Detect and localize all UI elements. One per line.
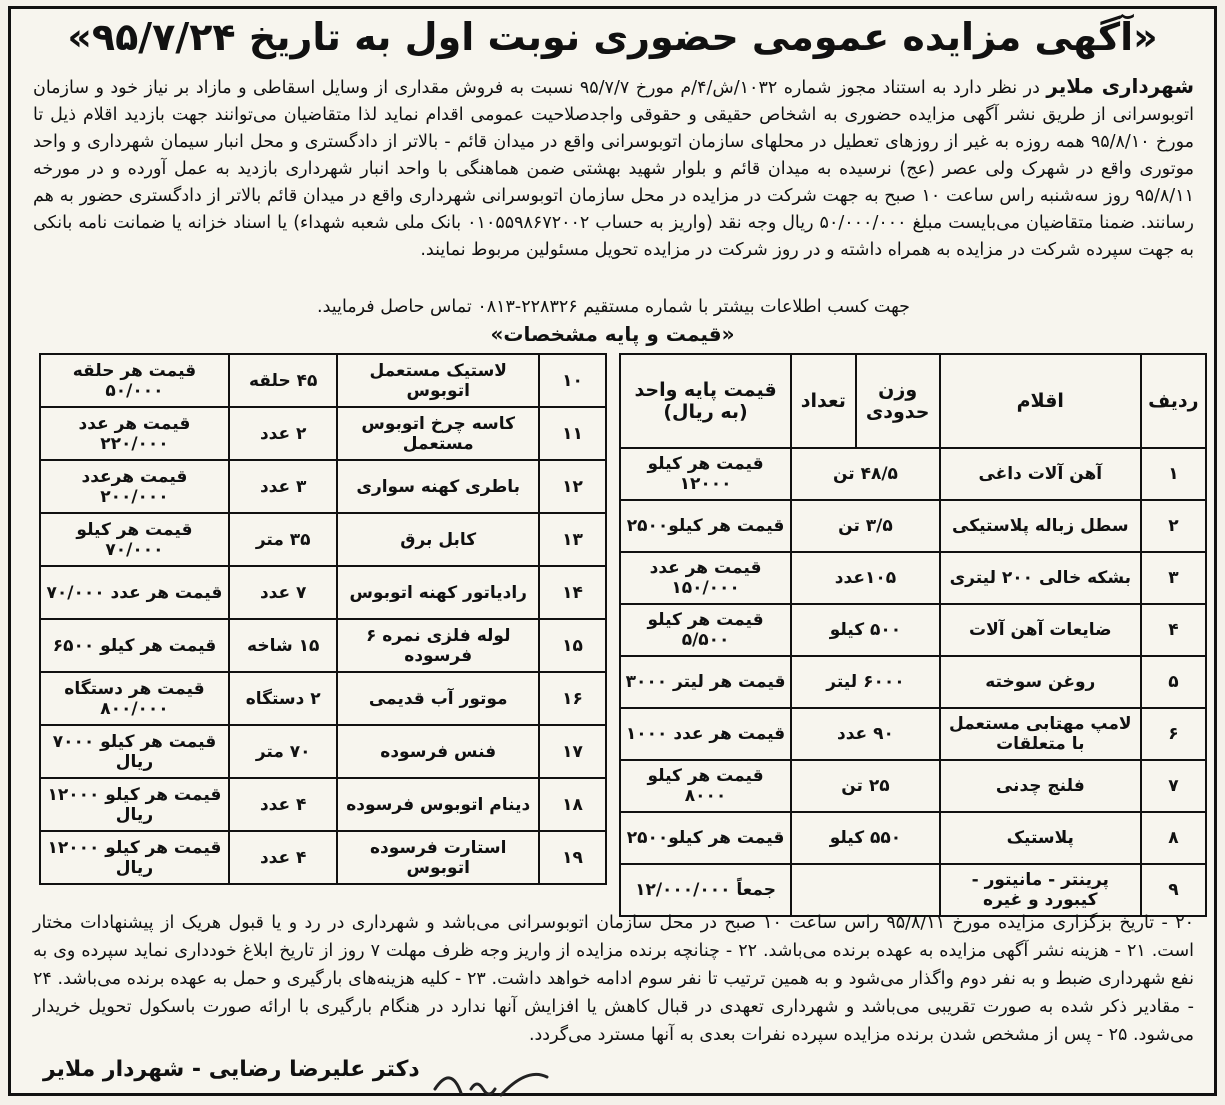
item-base-price: قیمت هرعدد ۲۰۰/۰۰۰ [40, 460, 229, 513]
row-number: ۱۳ [539, 513, 606, 566]
item-name: آهن آلات داغی [940, 448, 1141, 500]
ad-title: «آگهی مزایده عمومی حضوری نوبت اول به تاریخ ۹۵/۷/۲۴» [67, 15, 1158, 59]
header-price: قیمت پایه واحد (به ریال) [620, 354, 791, 448]
item-base-price: قیمت هر کیلو ۷۰۰۰ ریال [40, 725, 229, 778]
ad-sheet [8, 6, 1217, 1096]
table-row [620, 760, 1206, 812]
table-row [40, 619, 606, 672]
table-row [40, 672, 606, 725]
item-quantity: ۱۰۵عدد [791, 552, 940, 604]
item-quantity: ۲ دستگاه [229, 672, 338, 725]
item-name: کاسه چرخ اتوبوس مستعمل [337, 407, 539, 460]
row-number: ۷ [1141, 760, 1206, 812]
item-name: بشکه خالی ۲۰۰ لیتری [940, 552, 1141, 604]
handwritten-mark [431, 1059, 551, 1105]
item-name: پرینتر - مانیتور - کیبورد و غیره [940, 864, 1141, 916]
item-base-price: قیمت هر کیلو ۱۲۰۰۰ ریال [40, 778, 229, 831]
item-quantity: ۲۵ تن [791, 760, 940, 812]
row-number: ۲ [1141, 500, 1206, 552]
row-number: ۱۸ [539, 778, 606, 831]
table-row [620, 604, 1206, 656]
row-number: ۵ [1141, 656, 1206, 708]
item-quantity: ۷۰ متر [229, 725, 338, 778]
table-header-row [620, 354, 1206, 448]
item-name: لوله فلزی نمره ۶ فرسوده [337, 619, 539, 672]
item-name: کابل برق [337, 513, 539, 566]
header-weight: وزن حدودی [856, 354, 940, 448]
signature: دکتر علیرضا رضایی - شهردار ملایر [43, 1057, 420, 1082]
row-number: ۱۶ [539, 672, 606, 725]
item-base-price: قیمت هر کیلو ۵/۵۰۰ [620, 604, 791, 656]
row-number: ۱ [1141, 448, 1206, 500]
table-row [620, 500, 1206, 552]
terms-paragraph: ۲۰ - تاریخ بزگزاری مزایده مورخ ۹۵/۸/۱۱ راس ساعت ۱۰ صبح در محل سازمان اتوبوسرانی می‌باشد و شهرداری در رد و یا قبول هریک از پیشنهادات مختار است. ۲۱ - هزینه نشر آگهی مزایده به عهده برنده می‌باشد. ۲۲ - چنانچه برنده مزایده از واریز وجه ظرف مهلت ۷ روز از تاریخ ابلاغ خودداری نماید سپرده وی به نفع شهرداری ضبط و به نفر دوم واگذار می‌شود و به همین ترتیب تا نفر سوم ادامه خواهد داشت. ۲۳ - کلیه هزینه‌های بارگیری و حمل به عهده برنده می‌باشد. ۲۴ - مقادیر ذکر شده به صورت تقریبی می‌باشد و شهرداری تعهدی در قبال کاهش یا افزایش آنها ندارد در هنگام بارگیری با ارائه صورت باسکول تحویل خریدار می‌شود. ۲۵ - پس از مشخص شدن برنده مزایده سپرده نفرات بعدی به آنها مسترد می‌گردد. [33, 913, 1195, 1045]
item-name: موتور آب قدیمی [337, 672, 539, 725]
item-base-price: جمعاً ۱۲/۰۰۰/۰۰۰ [620, 864, 791, 916]
table-row [620, 812, 1206, 864]
intro-body: در نظر دارد به استناد مجوز شماره ۱۰۳۲/ش/۴/م مورخ ۹۵/۷/۷ نسبت به فروش مقداری از وسایل اسقاطی و مازاد بر نیاز خود و سازمان اتوبوسرانی از طریق نشر آگهی مزایده حضوری به اشخاص حقیقی و حقوقی واجدصلاحیت عمومی اقدام نماید لذا متقاضیان می‌توانند جهت بازدید اقلام ذیل تا مورخ ۹۵/۸/۱۰ همه روزه به غیر از روزهای تعطیل در محلهای سازمان اتوبوسرانی واقع در میدان قائم - بالاتر از دادگستری و محل انبار سیمان شهرداری و واحد موتوری واقع در شهرک ولی عصر (عج) نرسیده به میدان قائم و بلوار شهید بهشتی ضمن هماهنگی با واحد انبار شهرداری بازدید به عمل آورده و در مورخه ۹۵/۸/۱۱ روز سه‌شنبه راس ساعت ۱۰ صبح به جهت شرکت در مزایده در محل سازمان اتوبوسرانی شهرداری واقع در میدان قائم بالاتر از دادگستری حضور به هم رسانند. ضمنا متقاضیان می‌بایست مبلغ ۵۰/۰۰۰/۰۰۰ ریال وجه نقد (واریز به حساب ۰۱۰۵۵۹۸۶۷۲۰۰۲ بانک ملی شعبه شهداء) یا اسناد خزانه یا ضمانت نامه بانکی به جهت سپرده شرکت در مزایده به همراه داشته و در روز شرکت در مزایده تحویل مسئولین مربوط نمایند. [33, 78, 1194, 260]
contact-line: جهت کسب اطلاعات بیشتر با شماره مستقیم ۲۲۸۳۲۶-۰۸۱۳ تماس حاصل فرمایید. [317, 297, 910, 317]
row-number: ۳ [1141, 552, 1206, 604]
item-base-price: قیمت هر دستگاه ۸۰۰/۰۰۰ [40, 672, 229, 725]
item-quantity: ۳ عدد [229, 460, 338, 513]
item-base-price: قیمت هر عدد ۱۵۰/۰۰۰ [620, 552, 791, 604]
table-row [40, 460, 606, 513]
item-base-price: قیمت هر لیتر ۳۰۰۰ [620, 656, 791, 708]
header-item: اقلام [940, 354, 1141, 448]
table-row [620, 656, 1206, 708]
item-quantity: ۷ عدد [229, 566, 338, 619]
item-base-price: قیمت هر کیلو ۱۲۰۰۰ ریال [40, 831, 229, 884]
table-row [40, 831, 606, 884]
item-name: لاستیک مستعمل اتوبوس [337, 354, 539, 407]
item-base-price: قیمت هر کیلو ۶۵۰۰ [40, 619, 229, 672]
item-name: ضایعات آهن آلات [940, 604, 1141, 656]
row-number: ۴ [1141, 604, 1206, 656]
item-base-price: قیمت هر کیلو ۷۰/۰۰۰ [40, 513, 229, 566]
table-row [40, 513, 606, 566]
table-row [40, 407, 606, 460]
org-name: شهرداری ملایر [1046, 74, 1194, 98]
item-base-price: قیمت هر حلقه ۵۰/۰۰۰ [40, 354, 229, 407]
header-count: تعداد [791, 354, 855, 448]
item-quantity: ۶۰۰۰ لیتر [791, 656, 940, 708]
item-name: فلنج چدنی [940, 760, 1141, 812]
item-name: رادیاتور کهنه اتوبوس [337, 566, 539, 619]
row-number: ۹ [1141, 864, 1206, 916]
row-number: ۸ [1141, 812, 1206, 864]
row-number: ۱۹ [539, 831, 606, 884]
item-base-price: قیمت هر کیلو۲۵۰۰ [620, 812, 791, 864]
item-base-price: قیمت هر کیلو۲۵۰۰ [620, 500, 791, 552]
table-row [40, 725, 606, 778]
item-base-price: قیمت هر کیلو ۱۲۰۰۰ [620, 448, 791, 500]
row-number: ۱۵ [539, 619, 606, 672]
item-quantity: ۵۵۰ کیلو [791, 812, 940, 864]
table-row [40, 566, 606, 619]
item-name: استارت فرسوده اتوبوس [337, 831, 539, 884]
item-base-price: قیمت هر عدد ۱۰۰۰ [620, 708, 791, 760]
row-number: ۱۱ [539, 407, 606, 460]
intro-paragraph [33, 73, 1194, 264]
item-name: سطل زباله پلاستیکی [940, 500, 1141, 552]
items-table-left [39, 353, 607, 885]
item-quantity: ۱۵ شاخه [229, 619, 338, 672]
item-quantity: ۴ عدد [229, 778, 338, 831]
item-quantity: ۹۰ عدد [791, 708, 940, 760]
item-name: باطری کهنه سواری [337, 460, 539, 513]
table-subtitle: «قیمت و پایه مشخصات» [490, 322, 735, 346]
item-name: فنس فرسوده [337, 725, 539, 778]
row-number: ۶ [1141, 708, 1206, 760]
item-quantity: ۴۸/۵ تن [791, 448, 940, 500]
item-quantity: ۴ عدد [229, 831, 338, 884]
item-base-price: قیمت هر عدد ۷۰/۰۰۰ [40, 566, 229, 619]
row-number: ۱۷ [539, 725, 606, 778]
items-table-right [619, 353, 1207, 917]
item-quantity: ۲ عدد [229, 407, 338, 460]
table-row [40, 778, 606, 831]
table-row [620, 552, 1206, 604]
item-base-price: قیمت هر کیلو ۸۰۰۰ [620, 760, 791, 812]
row-number: ۱۴ [539, 566, 606, 619]
table-row [40, 354, 606, 407]
item-quantity: ۳۵ متر [229, 513, 338, 566]
row-number: ۱۲ [539, 460, 606, 513]
item-name: دینام اتوبوس فرسوده [337, 778, 539, 831]
table-row [620, 448, 1206, 500]
row-number: ۱۰ [539, 354, 606, 407]
table-row [620, 708, 1206, 760]
item-quantity: ۴۵ حلقه [229, 354, 338, 407]
item-quantity: ۵۰۰ کیلو [791, 604, 940, 656]
item-name: روغن سوخته [940, 656, 1141, 708]
item-name: لامپ مهتابی مستعمل با متعلقات [940, 708, 1141, 760]
item-base-price: قیمت هر عدد ۲۲۰/۰۰۰ [40, 407, 229, 460]
header-row-no: ردیف [1141, 354, 1206, 448]
item-name: پلاستیک [940, 812, 1141, 864]
item-quantity: ۳/۵ تن [791, 500, 940, 552]
